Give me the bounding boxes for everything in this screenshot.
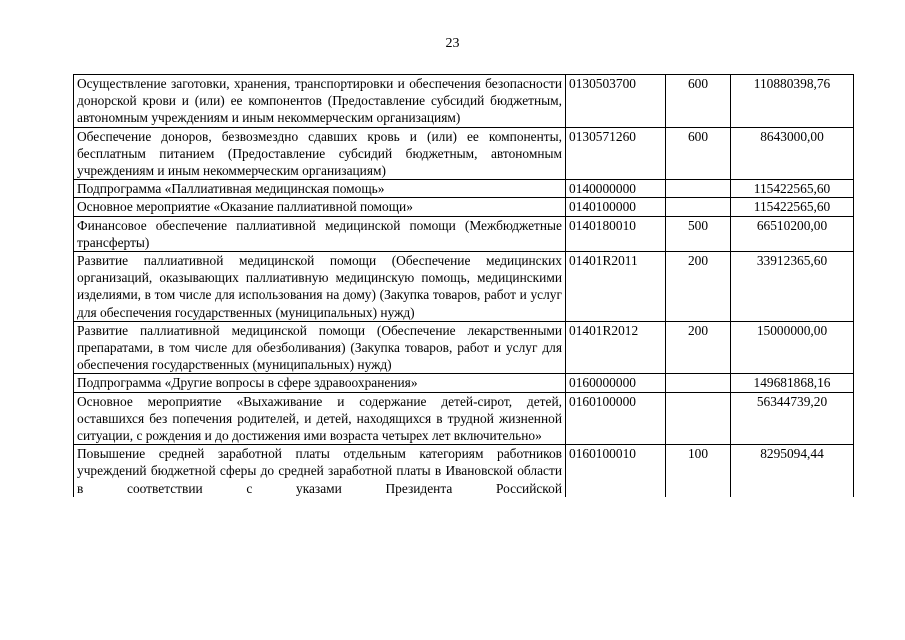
table-row bbox=[74, 198, 854, 216]
row-sum: 8643000,00 bbox=[731, 127, 854, 180]
row-name: Развитие паллиативной медицинской помощи (Обеспечение лекарственными препаратами, в том числе для обезболивания) (Закупка товаров, работ и услуг для обеспечения государственных (муниципальных) нужд) bbox=[74, 321, 566, 374]
row-expense-type bbox=[666, 180, 731, 198]
row-sum: 115422565,60 bbox=[731, 198, 854, 216]
row-expense-type bbox=[666, 392, 731, 445]
table-row bbox=[74, 180, 854, 198]
table-row bbox=[74, 321, 854, 374]
row-expense-type bbox=[666, 374, 731, 392]
row-name: Основное мероприятие «Выхаживание и содержание детей-сирот, детей, оставшихся без попечения родителей, и детей, находящихся в трудной жизненной ситуации, с рождения и до достижения ими возраста четырех лет включительно» bbox=[74, 392, 566, 445]
row-code: 0160100010 bbox=[566, 445, 666, 497]
row-code: 01401R2012 bbox=[566, 321, 666, 374]
row-expense-type: 500 bbox=[666, 216, 731, 251]
row-code: 0160000000 bbox=[566, 374, 666, 392]
row-expense-type bbox=[666, 198, 731, 216]
table-row bbox=[74, 216, 854, 251]
table-row bbox=[74, 445, 854, 497]
row-name: Осуществление заготовки, хранения, транспортировки и обеспечения безопасности донорской крови и (или) ее компонентов (Предоставление субсидий бюджетным, автономным учреждениям и иным некоммерческим организациям) bbox=[74, 75, 566, 128]
row-sum: 66510200,00 bbox=[731, 216, 854, 251]
row-code: 0140100000 bbox=[566, 198, 666, 216]
page-number: 23 bbox=[445, 36, 460, 51]
row-sum: 15000000,00 bbox=[731, 321, 854, 374]
row-sum: 115422565,60 bbox=[731, 180, 854, 198]
row-expense-type: 600 bbox=[666, 127, 731, 180]
row-expense-type: 100 bbox=[666, 445, 731, 497]
row-code: 0140180010 bbox=[566, 216, 666, 251]
row-expense-type: 600 bbox=[666, 75, 731, 128]
row-code: 0130571260 bbox=[566, 127, 666, 180]
row-code: 0130503700 bbox=[566, 75, 666, 128]
row-code: 0160100000 bbox=[566, 392, 666, 445]
table-row bbox=[74, 75, 854, 128]
row-name: Подпрограмма «Паллиативная медицинская помощь» bbox=[74, 180, 566, 198]
row-name: Финансовое обеспечение паллиативной медицинской помощи (Межбюджетные трансферты) bbox=[74, 216, 566, 251]
row-name: Подпрограмма «Другие вопросы в сфере здравоохранения» bbox=[74, 374, 566, 392]
budget-table bbox=[73, 74, 854, 497]
table-row bbox=[74, 252, 854, 322]
row-sum: 56344739,20 bbox=[731, 392, 854, 445]
row-sum: 8295094,44 bbox=[731, 445, 854, 497]
row-name: Обеспечение доноров, безвозмездно сдавших кровь и (или) ее компоненты, бесплатным питанием (Предоставление субсидий бюджетным, автономным учреждениям и иным некоммерческим организациям) bbox=[74, 127, 566, 180]
row-expense-type: 200 bbox=[666, 321, 731, 374]
row-name: Повышение средней заработной платы отдельным категориям работников учреждений бюджетной сферы до средней заработной платы в Ивановской области в соответствии с указами Президента Российской bbox=[74, 445, 566, 497]
row-sum: 33912365,60 bbox=[731, 252, 854, 322]
table-row bbox=[74, 392, 854, 445]
row-name: Развитие паллиативной медицинской помощи (Обеспечение медицинских организаций, оказывающих паллиативную медицинскую помощь, медицинскими изделиями, в том числе для использования на дому) (Закупка товаров, работ и услуг для обеспечения государственных (муниципальных) нужд) bbox=[74, 252, 566, 322]
row-sum: 110880398,76 bbox=[731, 75, 854, 128]
row-code: 01401R2011 bbox=[566, 252, 666, 322]
table-row bbox=[74, 127, 854, 180]
row-sum: 149681868,16 bbox=[731, 374, 854, 392]
row-code: 0140000000 bbox=[566, 180, 666, 198]
table-row bbox=[74, 374, 854, 392]
row-name: Основное мероприятие «Оказание паллиативной помощи» bbox=[74, 198, 566, 216]
row-expense-type: 200 bbox=[666, 252, 731, 322]
